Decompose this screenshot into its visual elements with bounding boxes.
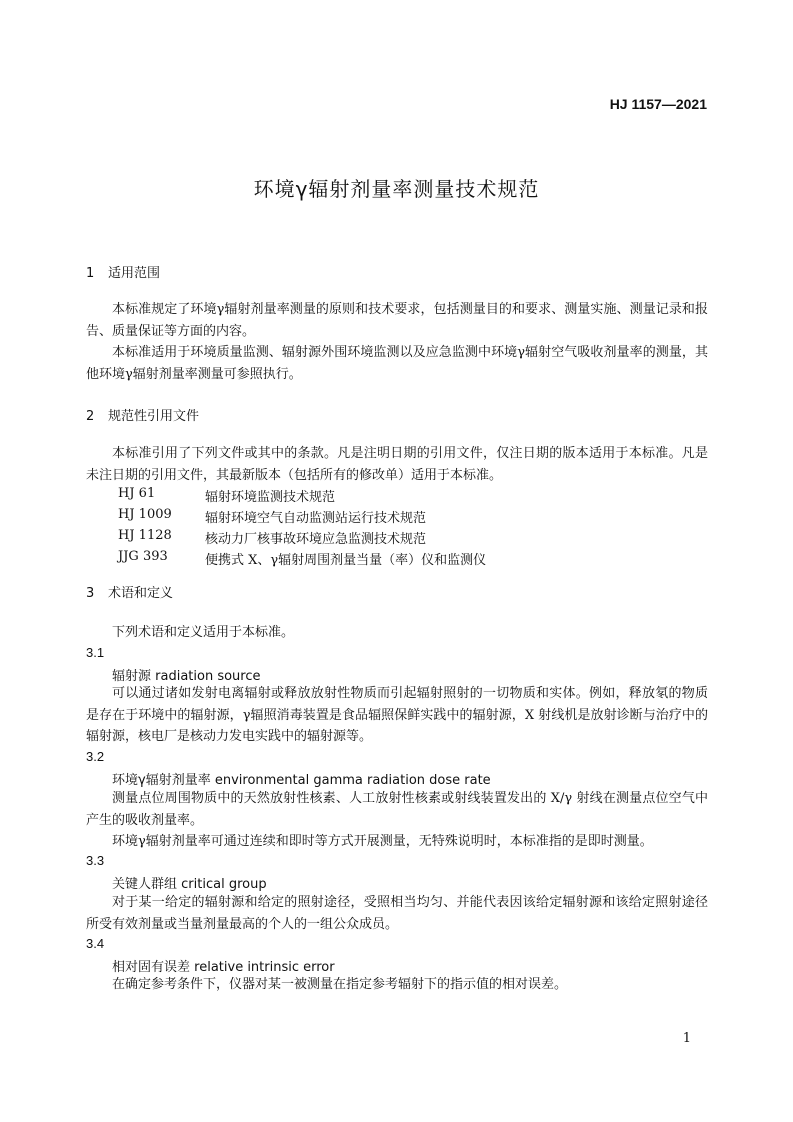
term-number: 3.1 (86, 645, 105, 660)
reference-title: 便携式 X、γ辐射周围剂量当量（率）仪和监测仪 (205, 553, 487, 568)
section-1-heading (86, 262, 160, 281)
term-cn: 关键人群组 (112, 877, 178, 892)
reference-title: 核动力厂核事故环境应急监测技术规范 (205, 532, 427, 547)
standard-number: HJ 1157—2021 (609, 96, 707, 112)
term-en: environmental gamma radiation dose rate (214, 773, 491, 788)
term-number: 3.3 (86, 853, 105, 868)
term-heading (112, 665, 261, 684)
term-definition: 环境γ辐射剂量率可通过连续和即时等方式开展测量，无特殊说明时，本标准指的是即时测量。 (112, 834, 653, 849)
term-definition: 对于某一给定的辐射源和给定的照射途径，受照相当均匀、并能代表因该给定辐射源和该给定照射途径所受有效剂量或当量剂量最高的个人的一组公众成员。 (86, 895, 708, 932)
page-number: 1 (682, 1031, 691, 1046)
section-title: 适用范围 (108, 266, 161, 281)
term-cn: 辐射源 (112, 669, 152, 684)
reference-title: 辐射环境空气自动监测站运行技术规范 (205, 511, 427, 526)
section-title: 术语和定义 (108, 586, 174, 601)
term-number: 3.4 (86, 936, 105, 951)
term-en: critical group (181, 877, 267, 892)
document-title: 环境γ辐射剂量率测量技术规范 (253, 177, 540, 201)
term-cn: 相对固有误差 (112, 960, 191, 975)
section-1-paragraph-2: 本标准适用于环境质量监测、辐射源外围环境监测以及应急监测中环境γ辐射空气吸收剂量率的测量，其他环境γ辐射剂量率测量可参照执行。 (86, 345, 708, 382)
section-3-intro: 下列术语和定义适用于本标准。 (112, 625, 295, 640)
section-2-heading (86, 405, 199, 424)
term-number: 3.2 (86, 749, 105, 764)
term-definition: 测量点位周围物质中的天然放射性核素、人工放射性核素或射线装置发出的 X/γ 射线在测量点位空气中产生的吸收剂量率。 (86, 791, 708, 828)
section-number: 3 (86, 586, 95, 601)
section-1-paragraph-1: 本标准规定了环境γ辐射剂量率测量的原则和技术要求，包括测量目的和要求、测量实施、测量记录和报告、质量保证等方面的内容。 (86, 302, 708, 339)
section-number: 1 (86, 266, 95, 281)
section-title: 规范性引用文件 (108, 409, 200, 424)
term-definition: 可以通过诸如发射电离辐射或释放放射性物质而引起辐射照射的一切物质和实体。例如，释放氡的物质是存在于环境中的辐射源，γ辐照消毒装置是食品辐照保鲜实践中的辐射源，X 射线机是放射诊断与治疗中的辐射源，核电厂是核动力发电实践中的辐射源等。 (86, 686, 708, 744)
term-heading (112, 956, 335, 975)
section-number: 2 (86, 409, 95, 424)
term-en: radiation source (155, 669, 261, 684)
reference-code: HJ 61 (118, 486, 156, 501)
reference-code: HJ 1128 (118, 528, 172, 543)
term-en: relative intrinsic error (194, 960, 335, 975)
reference-code: HJ 1009 (118, 507, 172, 522)
term-cn: 环境γ辐射剂量率 (112, 773, 211, 788)
term-heading (112, 769, 491, 788)
term-definition: 在确定参考条件下，仪器对某一被测量在指定参考辐射下的指示值的相对误差。 (112, 977, 568, 992)
reference-code: JJG 393 (118, 549, 168, 564)
section-2-paragraph: 本标准引用了下列文件或其中的条款。凡是注明日期的引用文件，仅注日期的版本适用于本标准。凡是未注日期的引用文件，其最新版本（包括所有的修改单）适用于本标准。 (86, 446, 708, 483)
term-heading (112, 873, 267, 892)
section-3-heading (86, 582, 173, 601)
reference-title: 辐射环境监测技术规范 (205, 490, 336, 505)
